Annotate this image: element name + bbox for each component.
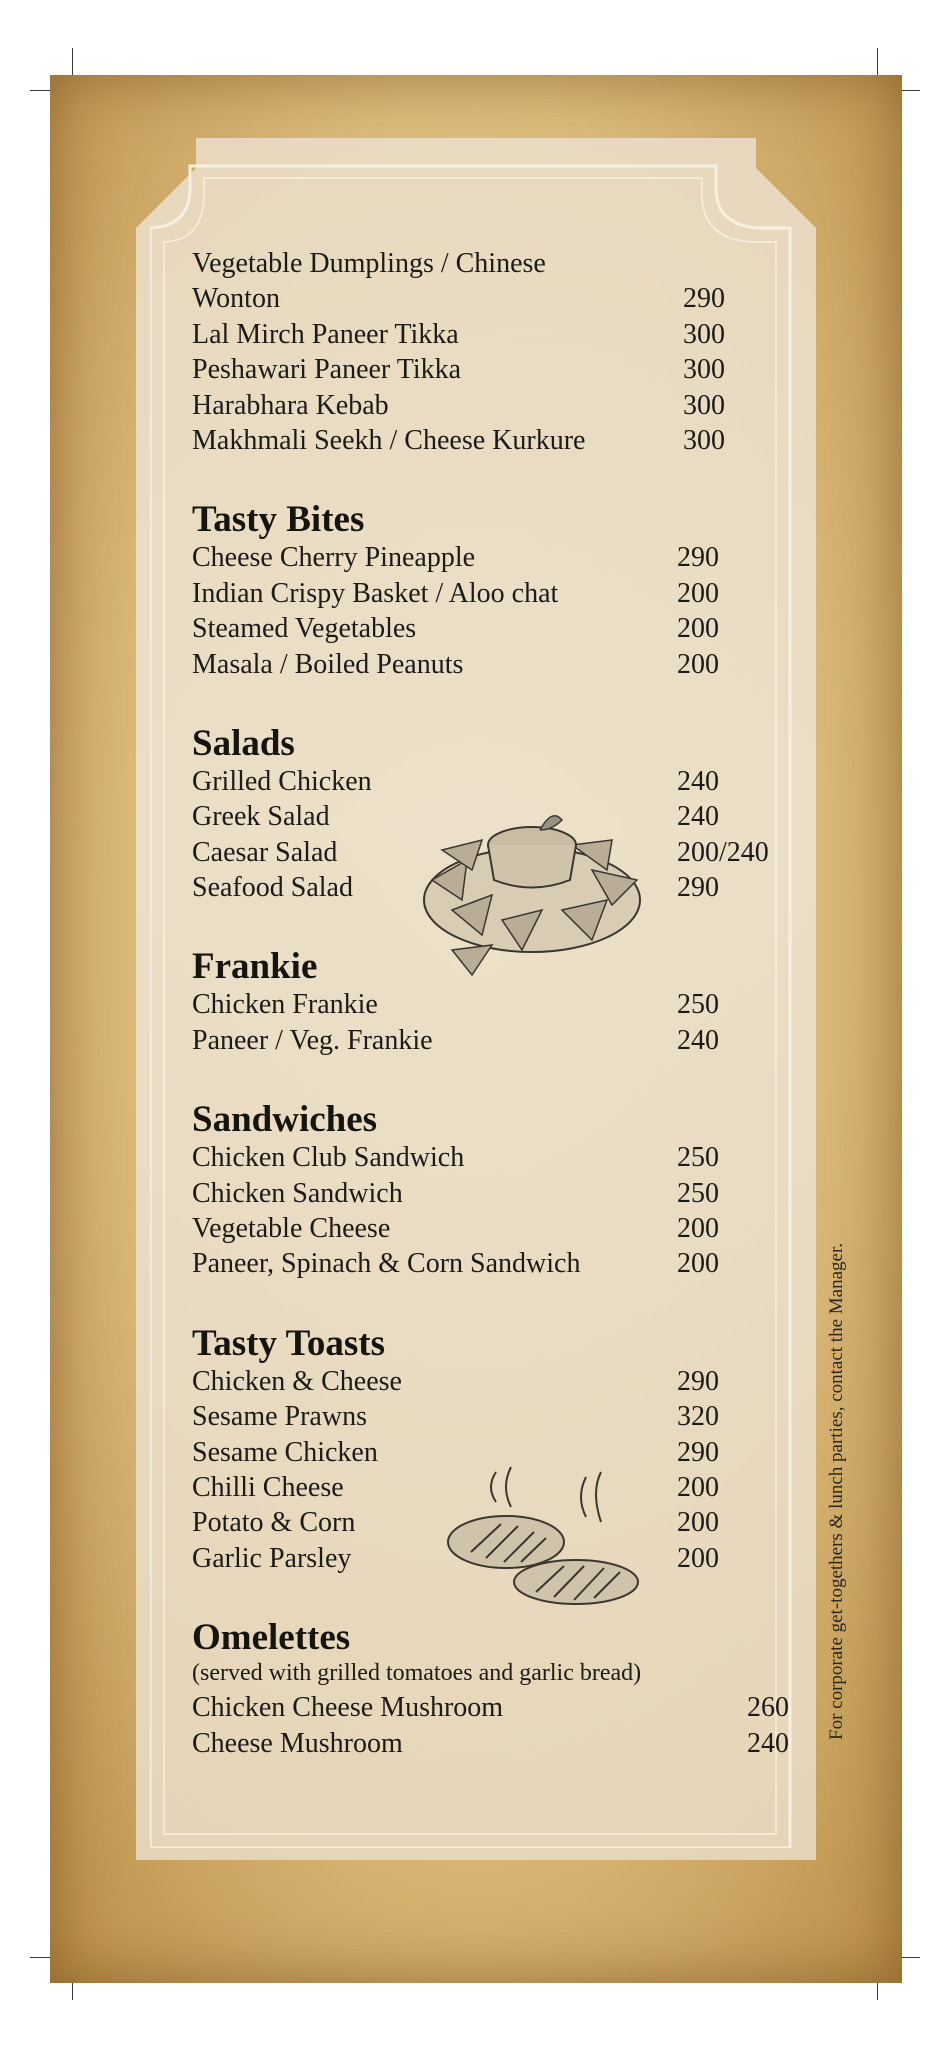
- menu-item-price: 240: [747, 1727, 789, 1759]
- menu-item-name: Paneer / Veg. Frankie: [192, 1024, 433, 1056]
- menu-item-name: Harabhara Kebab: [192, 389, 389, 421]
- menu-item-row: [192, 354, 812, 389]
- menu-item-name: Garlic Parsley: [192, 1542, 352, 1574]
- menu-item-name: Wonton: [192, 283, 280, 315]
- menu-item-row: [192, 425, 812, 460]
- menu-item-name: Sesame Chicken: [192, 1436, 378, 1468]
- menu-item-name: Grilled Chicken: [192, 765, 372, 797]
- menu-item-row: [192, 1178, 812, 1213]
- menu-item-price: 250: [677, 1177, 719, 1209]
- menu-item-name: Seafood Salad: [192, 872, 353, 904]
- menu-item-price: 260: [747, 1692, 789, 1724]
- menu-item-price: 300: [683, 318, 725, 350]
- menu-item-name: Chicken Cheese Mushroom: [192, 1692, 504, 1724]
- menu-item-price: 290: [683, 283, 725, 315]
- menu-item-name: Indian Crispy Basket / Aloo chat: [192, 577, 559, 609]
- menu-item-price: 290: [677, 542, 719, 574]
- menu-item-price: 200: [677, 1248, 719, 1280]
- menu-item-price: 200/240: [677, 836, 769, 868]
- menu-item-name: Paneer, Spinach & Corn Sandwich: [192, 1248, 581, 1280]
- menu-item-price: 290: [677, 1365, 719, 1397]
- menu-item-name: Chicken Club Sandwich: [192, 1142, 465, 1174]
- corporate-note: For corporate get-togethers & lunch parties, contact the Manager.: [826, 1243, 847, 1740]
- menu-item-name: Caesar Salad: [192, 836, 338, 868]
- section-title: Omelettes: [192, 1617, 351, 1659]
- menu-item-row: [192, 1692, 812, 1727]
- grilled-steak-illustration: [446, 1462, 646, 1622]
- menu-item-price: 200: [677, 613, 719, 645]
- menu-item-name: Greek Salad: [192, 801, 330, 833]
- section-title: Tasty Toasts: [192, 1322, 385, 1364]
- menu-item-row: [192, 1401, 812, 1436]
- menu-item-price: 200: [677, 648, 719, 680]
- menu-item-name: Chicken Sandwich: [192, 1177, 403, 1209]
- section-title: Salads: [192, 722, 295, 764]
- menu-item-price: 240: [677, 765, 719, 797]
- menu-item-row: [192, 1248, 812, 1283]
- menu-item-name: Makhmali Seekh / Cheese Kurkure: [192, 424, 586, 456]
- section-title: Tasty Bites: [192, 499, 365, 541]
- menu-item-price: 200: [677, 1507, 719, 1539]
- menu-item-price: 290: [677, 872, 719, 904]
- menu-item-price: 200: [677, 1542, 719, 1574]
- section-title: Frankie: [192, 946, 318, 988]
- menu-item-name: Sesame Prawns: [192, 1401, 367, 1433]
- menu-item-price: 300: [683, 389, 725, 421]
- nachos-bowl-illustration: [412, 800, 652, 980]
- section-note: (served with grilled tomatoes and garlic bread): [192, 1660, 642, 1687]
- menu-item-name: Chilli Cheese: [192, 1471, 344, 1503]
- menu-item-row: [192, 578, 812, 613]
- menu-item-name: Peshawari Paneer Tikka: [192, 354, 462, 386]
- section-title: Sandwiches: [192, 1099, 378, 1141]
- menu-item-price: 200: [677, 577, 719, 609]
- menu-item-row: [192, 390, 812, 425]
- menu-item-row: [192, 248, 812, 283]
- menu-item-row: [192, 649, 812, 684]
- menu-item-name: Masala / Boiled Peanuts: [192, 648, 464, 680]
- menu-item-row: [192, 542, 812, 577]
- menu-item-name: Steamed Vegetables: [192, 613, 417, 645]
- menu-item-row: [192, 319, 812, 354]
- menu-item-price: 240: [677, 801, 719, 833]
- menu-item-name: Lal Mirch Paneer Tikka: [192, 318, 459, 350]
- menu-item-price: 200: [677, 1213, 719, 1245]
- menu-item-name: Cheese Mushroom: [192, 1727, 403, 1759]
- menu-item-row: [192, 1728, 812, 1763]
- menu-item-name: Chicken Frankie: [192, 989, 378, 1021]
- menu-item-name: Potato & Corn: [192, 1507, 356, 1539]
- menu-item-price: 250: [677, 989, 719, 1021]
- menu-item-price: 300: [683, 424, 725, 456]
- menu-item-name: Cheese Cherry Pineapple: [192, 542, 476, 574]
- menu-item-row: [192, 283, 812, 318]
- menu-item-row: [192, 1142, 812, 1177]
- menu-item-price: 240: [677, 1024, 719, 1056]
- menu-item-price: 200: [677, 1471, 719, 1503]
- menu-item-name: Chicken & Cheese: [192, 1365, 402, 1397]
- menu-item-row: [192, 613, 812, 648]
- menu-item-price: 290: [677, 1436, 719, 1468]
- menu-item-price: 320: [677, 1401, 719, 1433]
- menu-item-row: [192, 766, 812, 801]
- menu-item-name: Vegetable Cheese: [192, 1213, 391, 1245]
- menu-item-row: [192, 1025, 812, 1060]
- menu-item-row: [192, 989, 812, 1024]
- menu-item-row: [192, 1213, 812, 1248]
- menu-item-price: 250: [677, 1142, 719, 1174]
- menu-item-price: 300: [683, 354, 725, 386]
- menu-item-name: Vegetable Dumplings / Chinese: [192, 248, 546, 279]
- menu-item-row: [192, 1366, 812, 1401]
